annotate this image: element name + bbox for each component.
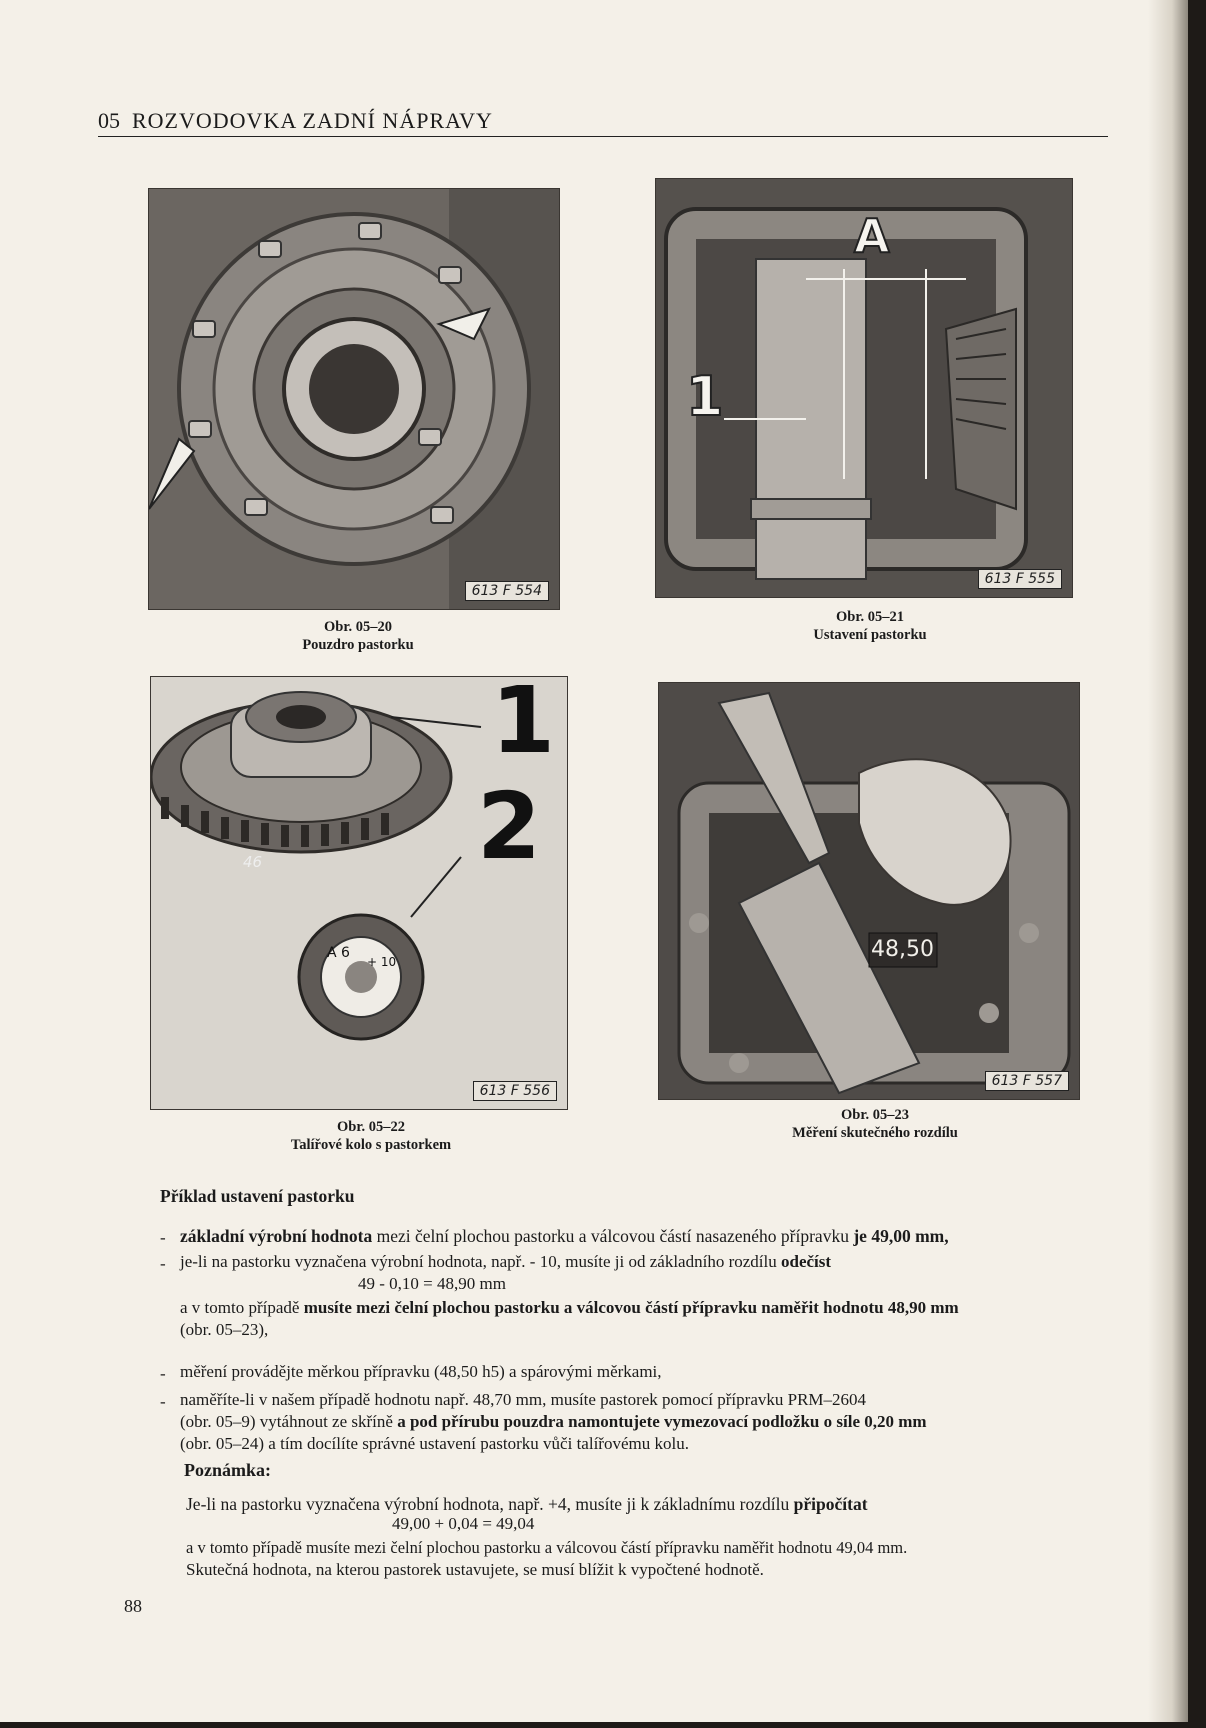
- part-label-1: 1: [686, 365, 724, 428]
- bullet-3: -: [160, 1364, 166, 1383]
- item-4-bold: a pod přírubu pouzdra namontujete vymezovací podložku o síle 0,20 mm: [397, 1412, 927, 1431]
- figure-number: Obr. 05–21: [836, 609, 904, 625]
- figure-number: Obr. 05–23: [841, 1107, 909, 1123]
- item-2-continuation: [180, 1298, 959, 1318]
- figure-05-20-photo: [148, 188, 560, 610]
- page-number: 88: [124, 1596, 142, 1616]
- figure-05-21-photo: [655, 178, 1073, 598]
- figure-title: Pouzdro pastorku: [302, 637, 414, 653]
- item-2-cont-bold: musíte mezi čelní plochou pastorku a válcovou částí přípravku naměřit hodnotu 48,90 mm: [303, 1298, 959, 1317]
- paragraph-item-4-line-2: [180, 1412, 927, 1432]
- item-1-value: je 49,00 mm,: [853, 1226, 949, 1246]
- figure-05-22-photo: [150, 676, 568, 1110]
- running-header: [98, 100, 1108, 137]
- paragraph-item-2: [180, 1252, 831, 1272]
- note-line-3: Skutečná hodnota, na kterou pastorek ustavujete, se musí blížit k vypočtené hodnotě.: [186, 1560, 764, 1579]
- item-2-text: je-li na pastorku vyznačena výrobní hodnota, např. - 10, musíte ji od základního rozdílu: [180, 1252, 781, 1271]
- item-2-formula: 49 - 0,10 = 48,90 mm: [358, 1274, 506, 1293]
- pinion-marking: A 6: [327, 945, 350, 961]
- bullet-2: -: [160, 1254, 166, 1273]
- figure-number: Obr. 05–22: [337, 1119, 405, 1135]
- bullet-1: -: [160, 1228, 166, 1247]
- measuring-difference-illustration: [659, 683, 1079, 1099]
- item-2-reference: (obr. 05–23),: [180, 1320, 269, 1339]
- part-label-1: 1: [491, 676, 556, 774]
- figure-05-23-caption: [740, 1106, 1010, 1142]
- item-4-text: (obr. 05–9) vytáhnout ze skříně: [180, 1412, 398, 1431]
- dimension-label-a: A: [854, 209, 890, 263]
- bullet-4: -: [160, 1392, 166, 1411]
- book-spine-shadow: [1148, 0, 1188, 1722]
- gauge-marking: 48,50: [871, 937, 934, 962]
- figure-05-20-caption: [238, 618, 478, 654]
- figure-title: Talířové kolo s pastorkem: [290, 1137, 452, 1153]
- item-2-cont-text: a v tomto případě: [180, 1298, 304, 1317]
- paragraph-item-3: měření provádějte měrkou přípravku (48,50 h5) a spárovými měrkami,: [180, 1362, 662, 1381]
- crown-wheel-marking: 46: [243, 853, 263, 871]
- paragraph-item-4-line-1: naměříte-li v našem případě hodnotu např. 48,70 mm, musíte pastorek pomocí přípravku PRM–2604: [180, 1390, 867, 1409]
- figure-05-22-caption: [236, 1118, 506, 1154]
- note-text: Je-li na pastorku vyznačena výrobní hodnota, např. +4, musíte ji k základnímu rozdílu: [186, 1494, 794, 1514]
- chapter-number: 05: [98, 108, 120, 133]
- figure-plate-code: 613 F 555: [978, 569, 1062, 589]
- note-line-1: [186, 1494, 868, 1515]
- chapter-title: ROZVODOVKA ZADNÍ NÁPRAVY: [132, 108, 493, 133]
- paragraph-item-1: [180, 1226, 949, 1247]
- item-1-text: mezi čelní plochou pastorku a válcovou částí nasazeného přípravku: [372, 1226, 854, 1246]
- figure-05-21-caption: [740, 608, 1000, 644]
- figure-05-23-photo: [658, 682, 1080, 1100]
- section-heading: Příklad ustavení pastorku: [160, 1186, 355, 1206]
- note-heading: Poznámka:: [184, 1460, 271, 1480]
- pinion-deviation-marking: + 10: [367, 955, 397, 969]
- figure-plate-code: 613 F 557: [985, 1071, 1069, 1091]
- note-line-2: a v tomto případě musíte mezi čelní plochou pastorku a válcovou částí přípravku naměřit hodnotu 49,04 mm.: [186, 1538, 908, 1557]
- paragraph-item-4-line-3: (obr. 05–24) a tím docílíte správné ustavení pastorku vůči talířovému kolu.: [180, 1434, 689, 1453]
- item-2-bold: odečíst: [780, 1252, 832, 1271]
- note-formula: 49,00 + 0,04 = 49,04: [392, 1514, 535, 1533]
- note-bold: připočítat: [793, 1494, 868, 1514]
- figure-plate-code: 613 F 554: [465, 581, 549, 601]
- figure-title: Ustavení pastorku: [813, 627, 927, 643]
- part-label-2: 2: [477, 773, 542, 880]
- figure-number: Obr. 05–20: [324, 619, 392, 635]
- figure-title: Měření skutečného rozdílu: [792, 1125, 958, 1141]
- pinion-housing-illustration: [149, 189, 559, 609]
- figure-plate-code: 613 F 556: [473, 1081, 557, 1101]
- item-1-bold: základní výrobní hodnota: [180, 1226, 373, 1246]
